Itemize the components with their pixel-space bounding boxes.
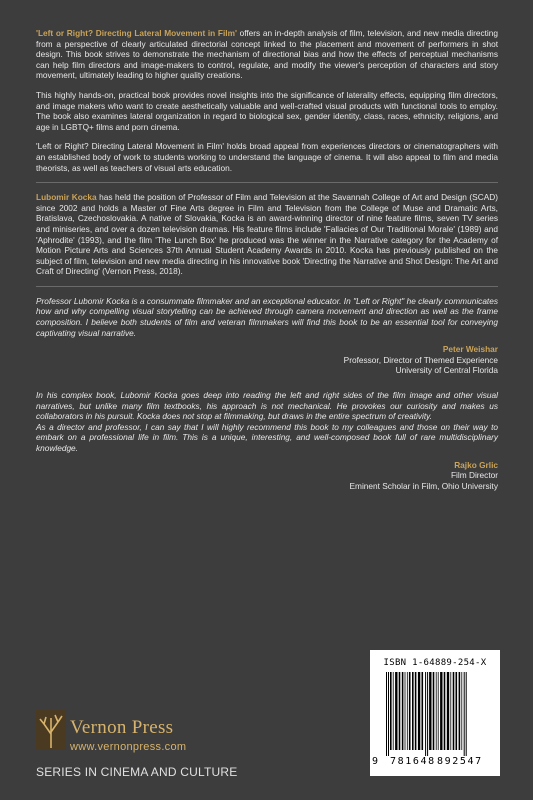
barcode-bar (450, 672, 451, 750)
book-description-1 (36, 28, 498, 81)
barcode-bar (386, 672, 387, 756)
author-name: Lubomir Kocka (36, 192, 97, 203)
barcode-bar (407, 672, 408, 750)
tree-logo-icon (36, 710, 66, 750)
endorser-name: Rajko Grlic (454, 459, 498, 470)
barcode-bar (409, 672, 411, 750)
barcode-bar (438, 672, 439, 750)
barcode-bar (464, 672, 465, 756)
endorsement-attribution (36, 460, 498, 492)
endorsement-text: In his complex book, Lubomir Kocka goes deep into reading the left and right sides of the film image and other visual narratives, but unlike many film textbooks, his approach is not mechanical. He provokes our curiosity and makes us collaborators in his pursuit. Kocka does not stop at filmmaking, but draws in the entire spectrum of creativity. (36, 390, 498, 422)
barcode-bar (461, 672, 462, 750)
barcode-left-digits: 781648 (390, 756, 436, 767)
barcode-bar (456, 672, 458, 750)
endorsement-2 (36, 390, 498, 491)
barcode-bar (412, 672, 414, 750)
barcode-bar (418, 672, 420, 750)
barcode-bar (433, 672, 435, 750)
barcode-bar (390, 672, 392, 750)
endorsement-attribution (36, 344, 498, 376)
barcode-bar (415, 672, 417, 750)
description-text-1: offers an in-depth analysis of film, television, and new media directing from a perspective of clearly articulated directorial concept linked to the placement and movement of performers in shot design. This book strives to demonstrate the mechanism of directional bias and how the effects of perceptual mechanisms can help film directors and image-makers to control, regulate, and modify the viewer's perception of characters and story movement, ultimately leading to higher quality creations. (36, 28, 499, 81)
book-title-inline: 'Left or Right? Directing Lateral Movement in Film' (36, 28, 237, 38)
endorsement-text: Professor Lubomir Kocka is a consummate filmmaker and an exceptional educator. In "Left or Right" he clearly communicates how and why compelling visual storytelling can be achieved through camera movement and direction as well as the frame composition. I believe both students of film and veteran filmmakers will find this book to be an essential tool for conveying captivating visual narrative. (36, 295, 498, 338)
endorser-organization: Eminent Scholar in Film, Ohio University (349, 480, 498, 491)
isbn-barcode (370, 650, 500, 776)
description-text-3: 'Left or Right? Directing Lateral Movement in Film' holds broad appeal from experiences directors or cinematographers with an established body of work to students working to understand the language of cinema. It will also appeal to film and media theorists, as well as teachers of visual arts education. (36, 141, 498, 173)
barcode-bar (466, 672, 467, 756)
barcode-bar (422, 672, 424, 750)
barcode-bar (447, 672, 449, 750)
endorser-name: Peter Weishar (442, 344, 498, 355)
barcode-bar (402, 672, 404, 750)
publisher-name: Vernon Press (70, 717, 174, 738)
author-bio (36, 192, 498, 277)
divider (36, 182, 498, 183)
divider (36, 286, 498, 287)
barcode-bar (393, 672, 394, 750)
author-bio-text: has held the position of Professor of Film and Television at the Savannah College of Art and Design (SCAD) since 2002 and holds a Master of Fine Arts degree in Film and Television from the College of Muse and Dramatic Arts, Bratislava, Czechoslovakia. A native of Slovakia, Kocka is an award-winning director of nine feature films, seven TV series and miniseries, and over a dozen television dramas. His feature films include 'Fallacies of Our Traditional Morale' (1989) and 'Aphrodite' (1993), and the film 'The Lunch Box' he produced was the winner in the Narrative category for the Academy of Motion Picture Arts and Sciences 37th Annual Student Academy Awards in 2010. Kocka has previously published on the subject of film, television and new media directing in his innovative book 'Directing the Narrative and Shot Design: The Art and Craft of Directing' (Vernon Press, 2018). (36, 192, 498, 277)
barcode-bar (459, 672, 461, 750)
barcode-bar (395, 672, 397, 750)
book-description-2 (36, 90, 498, 132)
barcode-bar (399, 672, 401, 750)
endorser-role: Professor, Director of Themed Experience (343, 354, 498, 365)
barcode-first-digit: 9 (372, 756, 379, 767)
description-text-2: This highly hands-on, practical book provides novel insights into the significance of laterality effects, equipping film directors, and image makers who want to create aesthetically valuable and well-crafted visual products with functional tools to employ. The book also examines lateral organization in regard to biological sex, gender identity, class, races, ethnicity, religions, and age in LGBTQ+ films and porn cinema. (36, 89, 498, 132)
endorsement-1 (36, 296, 498, 376)
barcode-right-digits: 892547 (437, 756, 483, 767)
barcode-bar (453, 672, 455, 750)
endorser-role: Film Director (450, 470, 498, 481)
barcode-bar (429, 672, 431, 750)
barcode-bars (378, 672, 492, 756)
barcode-bar (440, 672, 442, 750)
publisher-logo (36, 710, 296, 790)
series-name: SERIES IN CINEMA AND CULTURE (36, 765, 238, 779)
endorser-organization: University of Central Florida (395, 365, 498, 376)
barcode-bar (425, 672, 426, 756)
barcode-bar (388, 672, 389, 756)
isbn-label: ISBN 1-64889-254-X (383, 658, 487, 668)
endorsement-text: As a director and professor, I can say that I will highly recommend this book to my colleagues and those on their way to embark on a professional life in film. This is a unique, interesting, and well-composed book full of rare multidisciplinary knowledge. (36, 421, 498, 453)
publisher-url: www.vernonpress.com (70, 741, 187, 753)
book-description-3 (36, 141, 498, 173)
barcode-bar (405, 672, 406, 750)
barcode-bar (444, 672, 446, 750)
barcode-bar (436, 672, 437, 750)
back-cover-text (36, 28, 498, 491)
barcode-bar (427, 672, 428, 756)
